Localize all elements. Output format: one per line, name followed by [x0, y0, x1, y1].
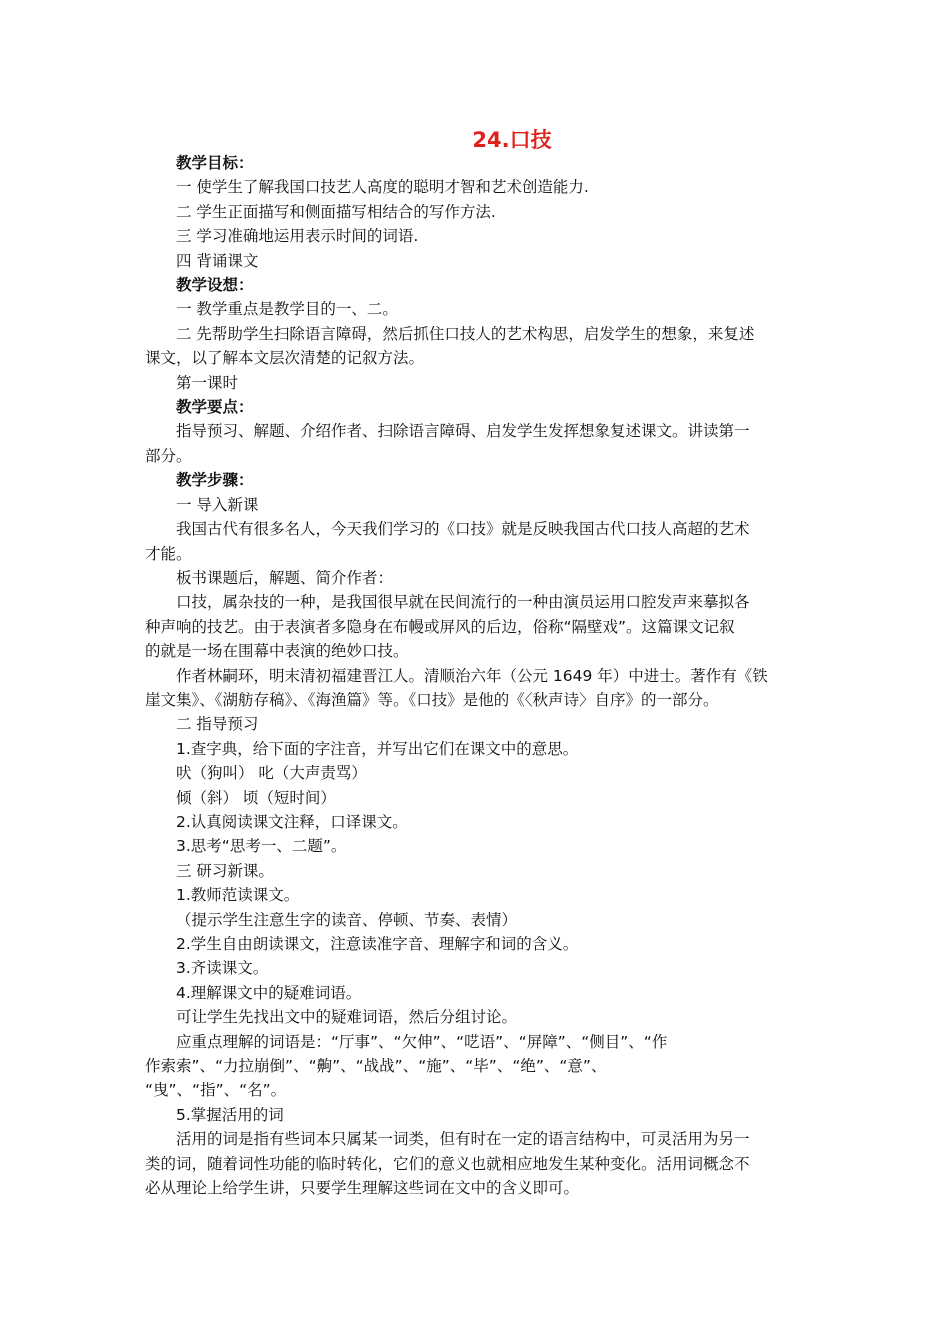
body-line: “曳”、“指”、“名”。: [145, 1081, 287, 1100]
document-title: 24.口技: [472, 128, 552, 152]
body-line: 应重点理解的词语是：“厅事”、“欠伸”、“呓语”、“屏障”、“侧目”、“作: [176, 1032, 668, 1051]
body-line: 必从理论上给学生讲，只要学生理解这些词在文中的含义即可。: [145, 1179, 580, 1198]
body-line: 板书课题后，解题、简介作者：: [176, 568, 394, 587]
body-line: 3.齐读课文。: [176, 959, 269, 978]
body-line: 1.查字典，给下面的字注音，并写出它们在课文中的意思。: [176, 739, 579, 758]
body-line: 三 学习准确地运用表示时间的词语.: [176, 227, 419, 246]
body-line: 第一课时: [176, 373, 239, 392]
body-line: 类的词，随着词性功能的临时转化，它们的意义也就相应地发生某种变化。活用词概念不: [145, 1154, 750, 1173]
body-line: 倾（斜） 顷（短时间）: [176, 788, 336, 807]
section-heading: 教学步骤：: [176, 471, 254, 490]
body-line: 作者林嗣环，明末清初福建晋江人。清顺治六年（公元 1649 年）中进士。著作有《铁: [176, 666, 768, 685]
body-line: 5.掌握活用的词: [176, 1105, 284, 1124]
body-line: 4.理解课文中的疑难词语。: [176, 983, 362, 1002]
body-line: （提示学生注意生字的读音、停顿、节奏、表情）: [176, 910, 518, 929]
body-line: 三 研习新课。: [176, 861, 274, 880]
section-heading: 教学要点：: [176, 398, 254, 417]
body-line: 崖文集》、《湖舫存稿》、《海渔篇》等。《口技》是他的《〈秋声诗〉自序》的一部分。: [145, 690, 719, 709]
body-line: 吠（狗叫） 叱（大声责骂）: [176, 764, 367, 783]
body-line: 二 学生正面描写和侧面描写相结合的写作方法.: [176, 202, 496, 221]
body-line: 口技，属杂技的一种，是我国很早就在民间流行的一种由演员运用口腔发声来摹拟各: [176, 593, 750, 612]
body-line: 一 使学生了解我国口技艺人高度的聪明才智和艺术创造能力.: [176, 178, 589, 197]
body-line: 才能。: [145, 544, 192, 563]
section-heading: 教学目标：: [176, 154, 254, 172]
body-line: 可让学生先找出文中的疑难词语，然后分组讨论。: [176, 1008, 518, 1027]
body-line: 指导预习、解题、介绍作者、扫除语言障碍、启发学生发挥想象复述课文。讲读第一: [176, 422, 750, 441]
body-line: 课文，以了解本文层次清楚的记叙方法。: [145, 349, 425, 368]
body-line: 种声响的技艺。由于表演者多隐身在布幔或屏风的后边，俗称“隔壁戏”。这篇课文记叙: [145, 617, 735, 636]
document-body: [145, 151, 809, 1200]
body-line: 二 先帮助学生扫除语言障碍，然后抓住口技人的艺术构思，启发学生的想象，来复述: [176, 324, 755, 343]
body-line: 活用的词是指有些词本只属某一词类，但有时在一定的语言结构中，可灵活用为另一: [176, 1130, 750, 1149]
body-line: 1.教师范读课文。: [176, 886, 300, 905]
body-line: 2.学生自由朗读课文，注意读准字音、理解字和词的含义。: [176, 935, 579, 953]
body-line: 2.认真阅读课文注释，口译课文。: [176, 812, 408, 831]
body-line: 一 导入新课: [176, 495, 259, 514]
body-line: 的就是一场在围幕中表演的绝妙口技。: [145, 642, 409, 661]
body-line: 3.思考“思考一、二题”。: [176, 837, 347, 856]
body-line: 一 教学重点是教学目的一、二。: [176, 300, 398, 319]
body-line: 作索索”、“力拉崩倒”、“齁”、“战战”、“施”、“毕”、“绝”、“意”、: [145, 1057, 607, 1076]
body-line: 我国古代有很多名人，今天我们学习的《口技》就是反映我国古代口技人高超的艺术: [176, 520, 750, 539]
section-heading: 教学设想：: [176, 276, 254, 295]
body-line: 二 指导预习: [176, 715, 259, 734]
body-line: 部分。: [145, 446, 192, 465]
body-line: 四 背诵课文: [176, 251, 259, 270]
